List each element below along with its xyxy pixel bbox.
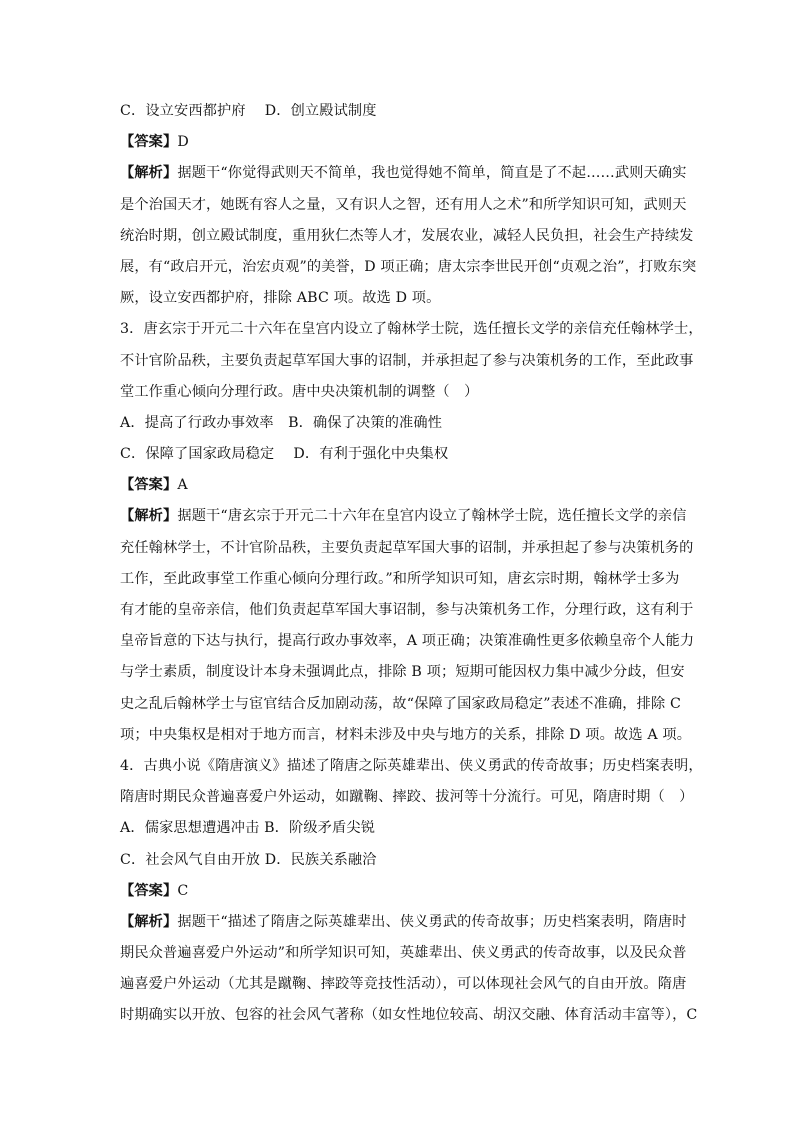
- answer-line: 【答案】A: [120, 477, 188, 494]
- analysis-tag: 【解析】: [120, 508, 178, 525]
- analysis-line: 【解析】据题干“你觉得武则天不简单，我也觉得她不简单，简直是了不起……武则天确实: [120, 165, 687, 182]
- analysis-text-line: 工作，至此政事堂工作重心倾向分理行政。”和所学知识可知，唐玄宗时期，翰林学士多为: [120, 570, 680, 587]
- answer-line: 【答案】C: [120, 882, 189, 899]
- analysis-text-line: 统治时期，创立殿试制度，重用狄仁杰等人才，发展农业，减轻人民负担，社会生产持续发: [120, 227, 694, 244]
- option-line-a-b: A．提高了行政办事效率 B．确保了决策的准确性: [120, 414, 443, 431]
- analysis-text-line: 时期确实以开放、包容的社会风气著称（如女性地位较高、胡汉交融、体育活动丰富等），C: [120, 1007, 698, 1024]
- option-line-c-d: C．保障了国家政局稳定 D．有利于强化中央集权: [120, 446, 449, 463]
- analysis-text-line: 充任翰林学士，不计官阶品秩，主要负责起草军国大事的诏制，并承担起了参与决策机务的: [120, 539, 694, 556]
- question-4-line: 4．古典小说《隋唐演义》描述了隋唐之际英雄辈出、侠义勇武的传奇故事；历史档案表明，: [120, 757, 703, 774]
- analysis-line: 【解析】据题干“唐玄宗于开元二十六年在皇宫内设立了翰林学士院，选任擅长文学的亲信: [120, 508, 687, 525]
- analysis-text-line: 史之乱后翰林学士与宦官结合反加剧动荡，故“保障了国家政局稳定”表述不准确，排除 C: [120, 695, 681, 712]
- option-line-c-d: C．社会风气自由开放 D．民族关系融洽: [120, 851, 377, 868]
- analysis-text-line: 与学士素质，制度设计本身未强调此点，排除 B 项；短期可能因权力集中减少分歧，但安: [120, 664, 685, 681]
- question-4-text-line: 隋唐时期民众普遍喜爱户外运动，如蹴鞠、摔跤、拔河等十分流行。可见，隋唐时期（ ）: [120, 789, 694, 806]
- answer-line: 【答案】D: [120, 134, 189, 151]
- question-3-text-line: 堂工作重心倾向分理行政。唐中央决策机制的调整（ ）: [120, 383, 479, 400]
- analysis-text-line: 期民众普遍喜爱户外运动”和所学知识可知，英雄辈出、侠义勇武的传奇故事，以及民众普: [120, 945, 687, 962]
- analysis-text-line: 项；中央集权是相对于地方而言，材料未涉及中央与地方的关系，排除 D 项。故选 A 项。: [120, 726, 692, 743]
- document-page: [120, 96, 703, 1032]
- analysis-tag: 【解析】: [120, 913, 178, 930]
- analysis-text-line: 是个治国天才，她既有容人之量，又有识人之智，还有用人之术”和所学知识可知，武则天: [120, 196, 687, 213]
- analysis-tag: 【解析】: [120, 165, 178, 182]
- analysis-text-line: 厥，设立安西都护府，排除 ABC 项。故选 D 项。: [120, 290, 441, 307]
- option-line-a-b: A．儒家思想遭遇冲击 B．阶级矛盾尖锐: [120, 820, 376, 837]
- analysis-text-line: 皇帝旨意的下达与执行，提高行政办事效率，A 项正确；决策准确性更多依赖皇帝个人能力: [120, 633, 695, 650]
- analysis-text-line: 有才能的皇帝亲信，他们负责起草军国大事诏制，参与决策机务工作，分理行政，这有利于: [120, 602, 694, 618]
- analysis-text-line: 遍喜爱户外运动（尤其是蹴鞠、摔跤等竞技性活动），可以体现社会风气的自由开放。隋唐: [120, 976, 687, 993]
- question-3-text-line: 不计官阶品秩，主要负责起草军国大事的诏制，并承担起了参与决策机务的工作，至此政事: [120, 352, 694, 369]
- option-line-c-d: C．设立安西都护府 D．创立殿试制度: [120, 103, 377, 119]
- answer-tag: 【答案】: [120, 882, 178, 899]
- analysis-line: 【解析】据题干“描述了隋唐之际英雄辈出、侠义勇武的传奇故事；历史档案表明，隋唐时: [120, 913, 687, 930]
- answer-tag: 【答案】: [120, 134, 178, 151]
- analysis-text-line: 展，有“政启开元，治宏贞观”的美誉，D 项正确；唐太宗李世民开创“贞观之治”，打败东突: [120, 258, 697, 275]
- question-3-line: 3．唐玄宗于开元二十六年在皇宫内设立了翰林学士院，选任擅长文学的亲信充任翰林学士，: [120, 321, 703, 338]
- answer-tag: 【答案】: [120, 477, 178, 494]
